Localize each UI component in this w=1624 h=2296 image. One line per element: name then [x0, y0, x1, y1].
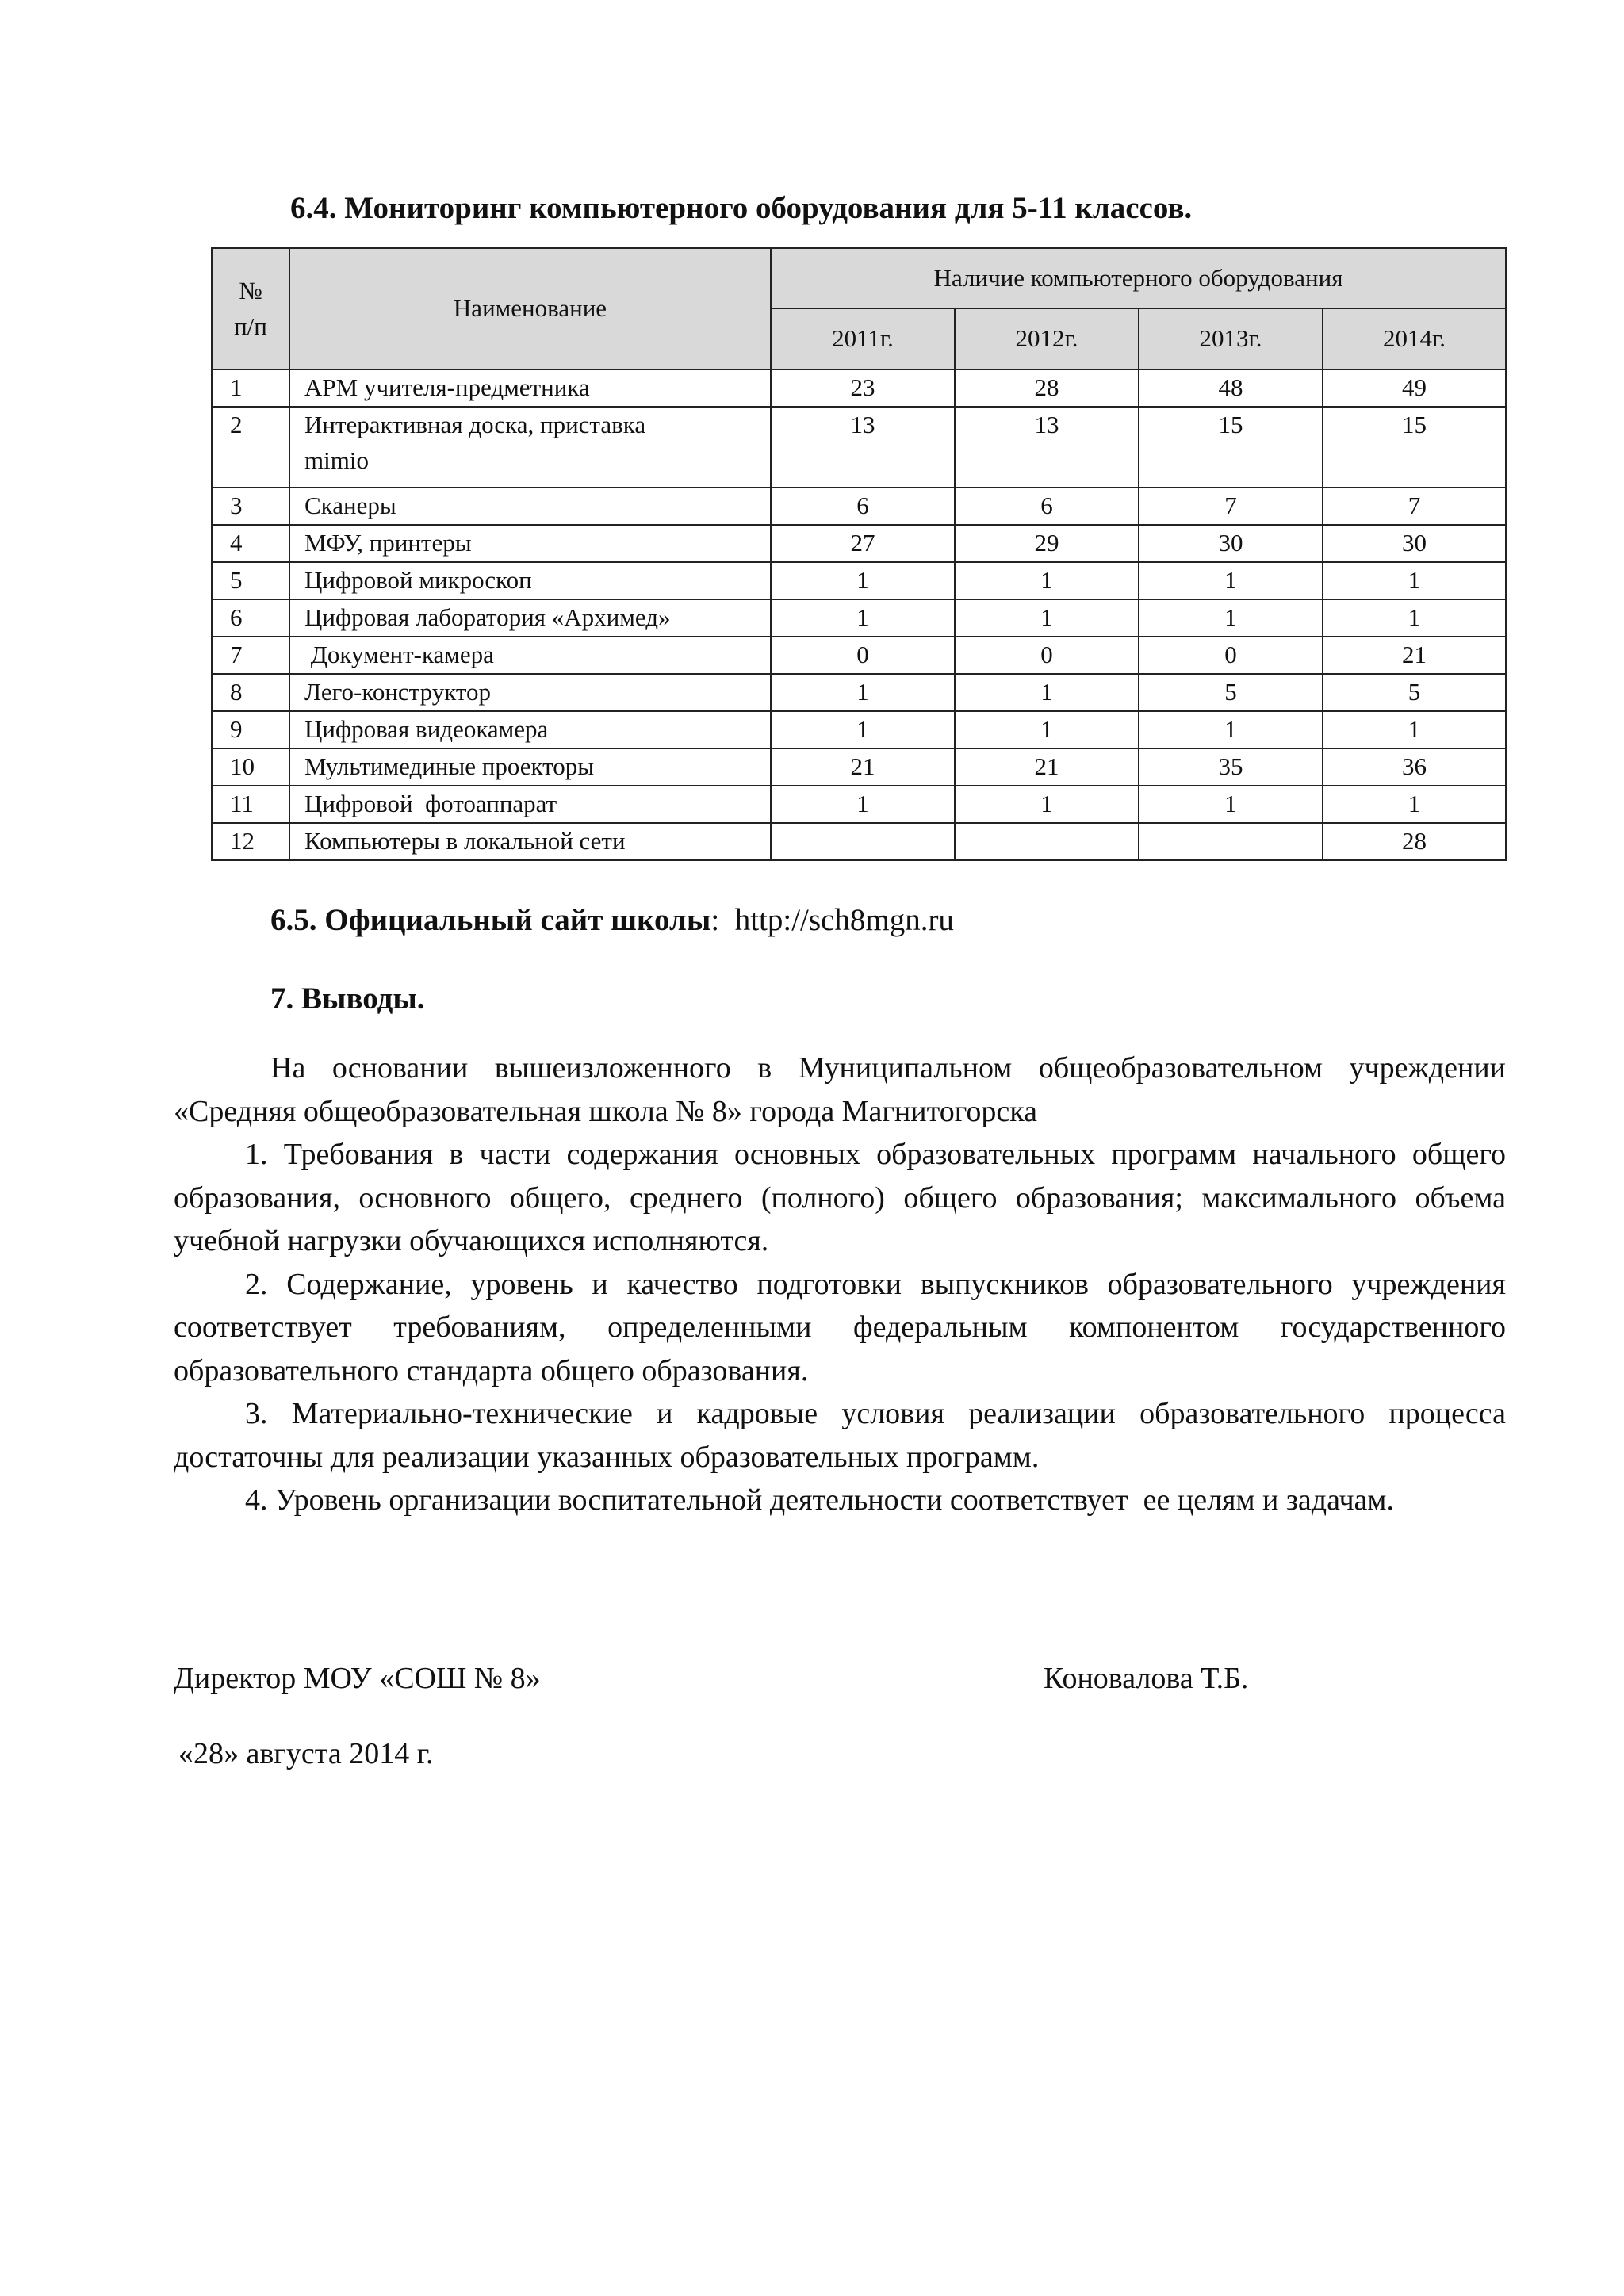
row-num: 3: [212, 488, 289, 525]
row-name: Документ-камера: [289, 637, 771, 674]
table-row: [212, 674, 1506, 711]
row-value: 1: [955, 786, 1139, 823]
row-num: 4: [212, 525, 289, 562]
row-value: [955, 823, 1139, 860]
row-num: 11: [212, 786, 289, 823]
row-name: Цифровая видеокамера: [289, 711, 771, 748]
row-value: 1: [771, 674, 955, 711]
row-value: 27: [771, 525, 955, 562]
table-header-row: [212, 248, 1506, 308]
row-value: 1: [771, 711, 955, 748]
row-value: 1: [771, 562, 955, 599]
table-row: [212, 599, 1506, 637]
row-value: 21: [771, 748, 955, 786]
equipment-monitoring-table: [211, 247, 1507, 861]
header-year: 2011г.: [771, 308, 955, 369]
row-value: 36: [1323, 748, 1506, 786]
row-value: 1: [1323, 562, 1506, 599]
row-num: 6: [212, 599, 289, 637]
header-year: 2013г.: [1139, 308, 1323, 369]
row-value: 1: [1139, 786, 1323, 823]
row-value: 29: [955, 525, 1139, 562]
row-value: 21: [1323, 637, 1506, 674]
header-year: 2014г.: [1323, 308, 1506, 369]
row-value: 1: [1139, 599, 1323, 637]
signature-date: «28» августа 2014 г.: [178, 1737, 434, 1770]
row-value: 30: [1139, 525, 1323, 562]
conclusions-intro: На основании вышеизложенного в Муниципальном общеобразовательном учреждении «Средняя общеобразовательная школа № 8» города Магнитогорска: [174, 1051, 1506, 1128]
row-name: Компьютеры в локальной сети: [289, 823, 771, 860]
row-value: 21: [955, 748, 1139, 786]
row-name: Мультимединые проекторы: [289, 748, 771, 786]
site-separator: :: [710, 903, 735, 937]
row-value: 6: [771, 488, 955, 525]
conclusion-item: 4. Уровень организации воспитательной деятельности соответствует ее целям и задачам.: [245, 1483, 1394, 1517]
row-num: 7: [212, 637, 289, 674]
header-equipment-availability: Наличие компьютерного оборудования: [771, 248, 1506, 308]
row-name: Лего-конструктор: [289, 674, 771, 711]
row-value: 1: [1323, 786, 1506, 823]
row-num: 12: [212, 823, 289, 860]
table-row: [212, 637, 1506, 674]
row-value: 13: [955, 407, 1139, 488]
row-num: 10: [212, 748, 289, 786]
row-name: Сканеры: [289, 488, 771, 525]
row-value: 7: [1139, 488, 1323, 525]
signature-name: Коновалова Т.Б.: [1044, 1662, 1249, 1695]
header-name: Наименование: [289, 248, 771, 369]
row-value: 7: [1323, 488, 1506, 525]
row-value: 1: [955, 562, 1139, 599]
row-value: 6: [955, 488, 1139, 525]
row-name: Цифровой фотоаппарат: [289, 786, 771, 823]
table-row: [212, 786, 1506, 823]
site-label: 6.5. Официальный сайт школы: [270, 903, 711, 937]
conclusion-item: 1. Требования в части содержания основных образовательных программ начального общего образования, основного общего, среднего (полного) общего образования; максимального объема учебной нагрузки обучающихся исполняются.: [174, 1138, 1506, 1257]
row-num: 1: [212, 369, 289, 407]
row-name: Цифровой микроскоп: [289, 562, 771, 599]
section-6-4-title: 6.4. Мониторинг компьютерного оборудования для 5-11 классов.: [290, 191, 1193, 225]
row-value: 1: [955, 711, 1139, 748]
row-value: 49: [1323, 369, 1506, 407]
row-value: 1: [955, 599, 1139, 637]
row-value: 1: [1323, 711, 1506, 748]
table-row: [212, 369, 1506, 407]
row-value: 0: [1139, 637, 1323, 674]
table-row: [212, 711, 1506, 748]
row-value: 5: [1323, 674, 1506, 711]
row-num: 8: [212, 674, 289, 711]
row-value: 1: [955, 674, 1139, 711]
section-7-title: 7. Выводы.: [270, 982, 425, 1016]
row-name: Интерактивная доска, приставка mimio: [289, 407, 771, 488]
table-row: [212, 525, 1506, 562]
header-num: № п/п: [212, 248, 289, 369]
table-row: [212, 748, 1506, 786]
row-value: 28: [955, 369, 1139, 407]
signature-position: Директор МОУ «СОШ № 8»: [174, 1662, 541, 1695]
row-value: 5: [1139, 674, 1323, 711]
conclusions-text: [174, 1047, 1506, 1522]
row-name: Цифровая лаборатория «Архимед»: [289, 599, 771, 637]
table-row: [212, 488, 1506, 525]
row-value: [1139, 823, 1323, 860]
row-value: 1: [771, 786, 955, 823]
table-row: [212, 407, 1506, 488]
row-value: 48: [1139, 369, 1323, 407]
table-row: [212, 823, 1506, 860]
row-value: 15: [1139, 407, 1323, 488]
site-url-link[interactable]: http://sch8mgn.ru: [734, 903, 954, 937]
row-value: 0: [955, 637, 1139, 674]
section-6-5-official-site: [270, 902, 954, 939]
row-num: 2: [212, 407, 289, 488]
row-value: 13: [771, 407, 955, 488]
row-value: [771, 823, 955, 860]
row-value: 23: [771, 369, 955, 407]
header-year: 2012г.: [955, 308, 1139, 369]
conclusion-item: 3. Материально-технические и кадровые условия реализации образовательного процесса достаточны для реализации указанных образовательных программ.: [174, 1397, 1506, 1474]
table-row: [212, 562, 1506, 599]
row-name: АРМ учителя-предметника: [289, 369, 771, 407]
row-value: 1: [1323, 599, 1506, 637]
row-value: 1: [1139, 711, 1323, 748]
conclusion-item: 2. Содержание, уровень и качество подготовки выпускников образовательного учреждения соответствует требованиям, определенными федеральным компонентом государственного образовательного стандарта общего образования.: [174, 1267, 1506, 1387]
row-num: 5: [212, 562, 289, 599]
row-name: МФУ, принтеры: [289, 525, 771, 562]
row-value: 30: [1323, 525, 1506, 562]
row-value: 35: [1139, 748, 1323, 786]
row-value: 1: [771, 599, 955, 637]
row-value: 28: [1323, 823, 1506, 860]
row-value: 0: [771, 637, 955, 674]
row-value: 15: [1323, 407, 1506, 488]
row-num: 9: [212, 711, 289, 748]
row-value: 1: [1139, 562, 1323, 599]
